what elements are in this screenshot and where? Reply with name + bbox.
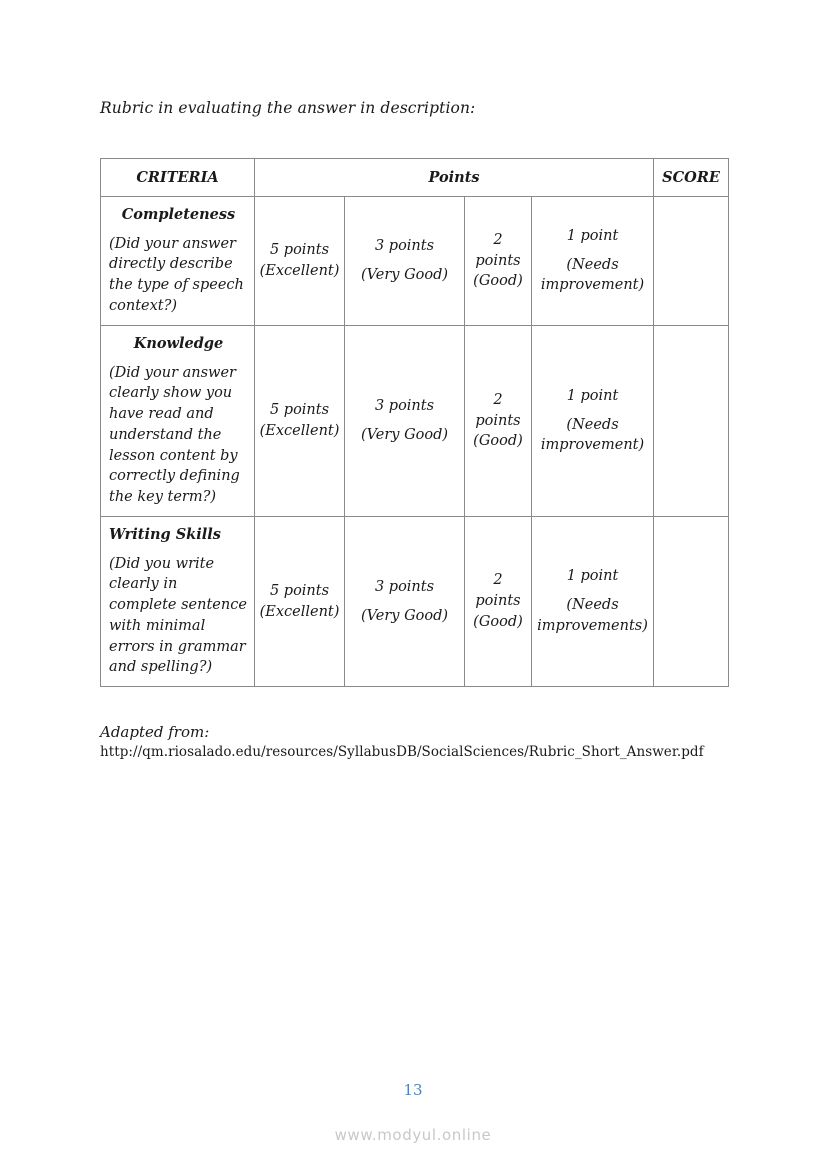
points-rating: (Good) [473,613,523,630]
points-value: 2 [493,231,503,248]
points-2-cell [465,197,532,326]
points-rating: (Very Good) [360,267,449,283]
points-value: 3 points [374,398,435,415]
score-cell [654,326,729,517]
page-number: 13 [403,1081,423,1099]
source-url: http://qm.riosalado.edu/resources/SyllabusDB/SocialSciences/Rubric_Short_Answer.pdf [100,744,704,760]
score-cell [654,197,729,326]
header-row [101,159,729,197]
points-value: 1 point [566,227,619,244]
points-rating: (Excellent) [259,263,340,279]
criteria-cell [101,326,255,517]
points-3-cell [345,517,465,687]
points-rating: (Needs [566,416,619,433]
points-rating-cont: improvements) [537,617,648,634]
points-1-cell [532,197,654,326]
points-value: 2 [493,572,503,589]
points-value: 5 points [269,402,330,419]
score-cell [654,517,729,687]
points-5-cell [255,517,345,687]
header-criteria: CRITERIA [101,159,255,197]
points-value: 1 point [566,568,619,585]
points-3-cell [345,326,465,517]
criteria-description: (Did your answer clearly show you have read and understand the lesson content by correctly defining the key term?) [109,364,240,505]
criteria-title: Knowledge [133,335,224,352]
table-row [101,326,729,517]
points-rating: (Good) [473,433,523,450]
points-2-cell [465,517,532,687]
points-3-cell [345,197,465,326]
points-2-cell [465,326,532,517]
criteria-description: (Did you write clearly in complete sentence with minimal errors in grammar and spelling?) [109,555,247,676]
points-value: 1 point [566,387,619,404]
table-row [101,517,729,687]
table-row [101,197,729,326]
criteria-cell [101,197,255,326]
points-rating: (Good) [473,273,523,290]
points-unit: points [475,252,521,269]
points-1-cell [532,326,654,517]
header-score: SCORE [654,159,729,197]
points-unit: points [475,412,521,429]
points-value: 5 points [269,242,330,259]
points-rating: (Needs [566,597,619,614]
points-value: 5 points [269,582,330,599]
points-rating-cont: improvement) [540,277,645,294]
points-rating: (Excellent) [259,423,340,439]
points-5-cell [255,197,345,326]
criteria-title: Completeness [121,206,236,223]
adapted-label: Adapted from: [100,723,210,741]
points-unit: points [475,593,521,610]
points-rating: (Very Good) [360,427,449,443]
points-value: 3 points [374,238,435,255]
points-rating: (Needs [566,256,619,273]
intro-text: Rubric in evaluating the answer in description: [100,99,476,117]
watermark: www.modyul.online [334,1126,492,1144]
criteria-title: Writing Skills [109,526,221,543]
points-5-cell [255,326,345,517]
points-rating: (Excellent) [259,603,340,620]
points-1-cell [532,517,654,687]
criteria-description: (Did your answer directly describe the type of speech context?) [109,235,244,314]
points-rating: (Very Good) [360,607,449,624]
points-rating-cont: improvement) [540,437,645,454]
rubric-table [100,158,729,687]
criteria-cell [101,517,255,687]
points-value: 3 points [374,578,435,595]
header-points: Points [255,159,654,197]
points-value: 2 [493,391,503,408]
